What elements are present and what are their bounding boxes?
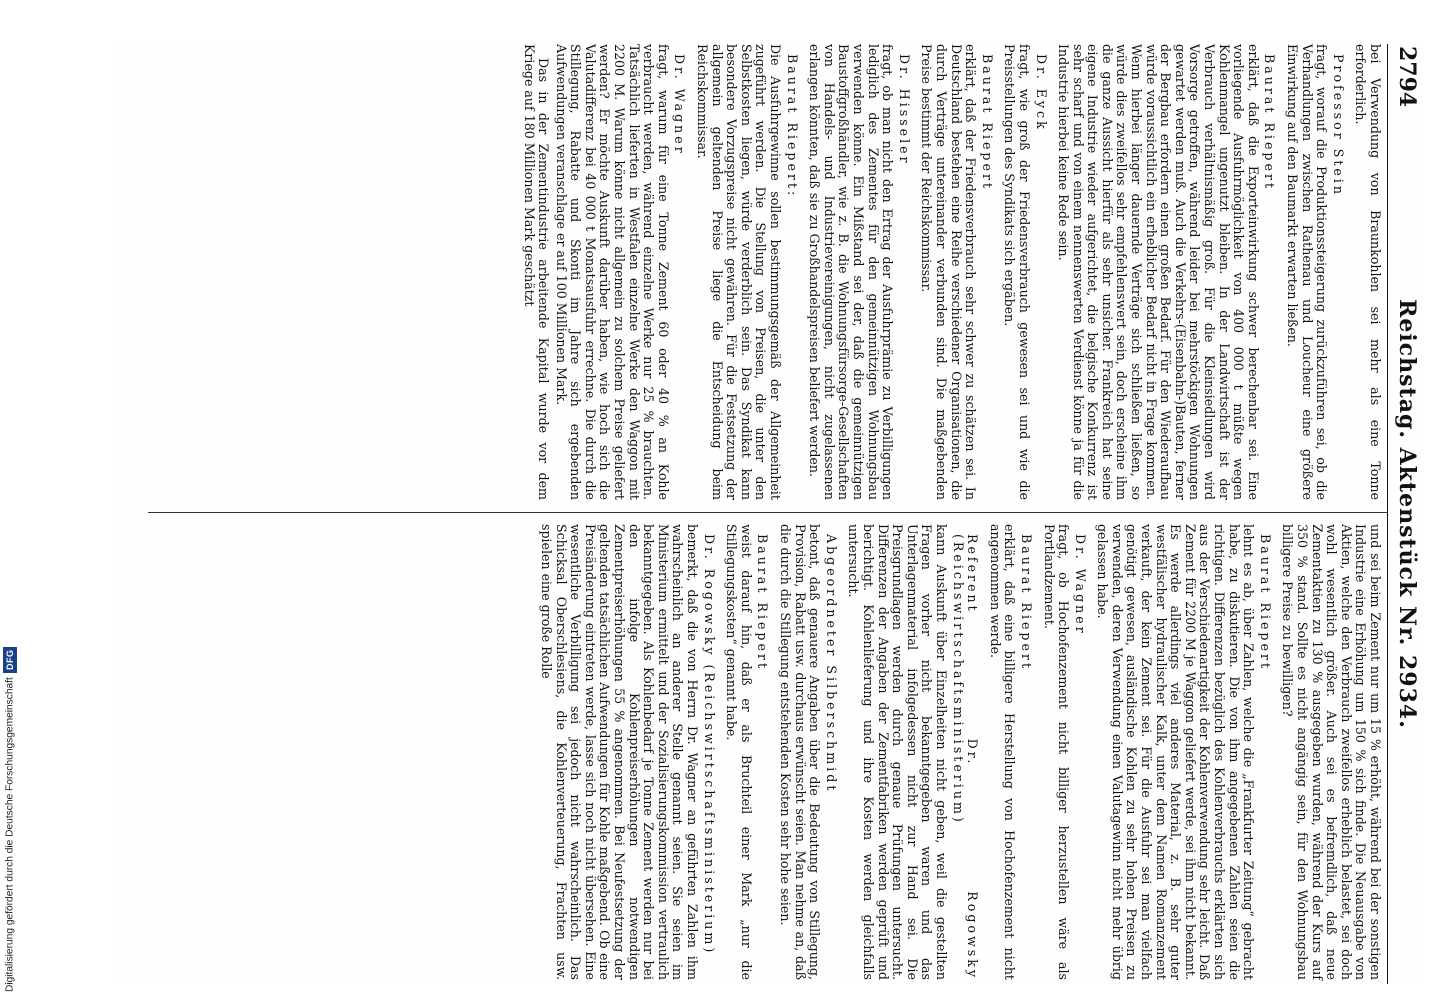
paragraph: erklärt, daß der Friedensverbrauch sehr schwer zu schätzen sei. In Deutschland bestehen eine Reihe verschiedener Organisationen, die durch Verträge untereinander verbunden sind. Die maßgebenden Preise bestimmt der Reichskommissar. [919,44,979,500]
paragraph: bemerkt, daß die von Herrn Dr. Wagner an geführten Zahlen ihm wahrscheinlich an anderer Stelle genannt seien. Sie seien im Ministerium ermittelt und der Sozialisierungskommission vertraulich bekanntgegeben. Als Kohlenbedarf je Tonne Zement werden nur bei den infolge Kohlenpreiserhöhungen notwendigen Zementpreiserhöhungen 55 % angenommen. Bei Neufestsetzung der geltenden tatsächlichen Aufwendungen für Kohle maßgebend. Ob eine Preisänderung eintreten werde, lasse sich noch nicht übersehen. Eine wesentliche Verbilligung sei jedoch nicht wahrscheinlich. Das Schicksal Oberschlesiens, die Kohlenverteuerung, Frachten usw. spielen eine große Rolle [539,524,701,980]
speaker-name: Baurat Riepert [1257,534,1273,672]
rotated-page [112,44,1422,984]
paragraph: lehnt es ab, über Zahlen, welche die „Frankfurter Zeitung“ gebracht habe, zu diskutieren. Die von ihm angegebenen Zahlen seien die richtigen. Differenzen bezüglich des Kohlenverbrauchs erklärten sich aus der Verschiedenartigkeit der Kohlenverwendung sehr leicht. Daß Zement für 2200 M je Waggon geliefert werde, sei ihm nicht bekannt. Es werde allerdings viel anderes Material, z. B. sehr guter westfälischer hydraulischer Kalk, unter dem Namen Romanzement verkauft, der kein Zement sei. Für die Ausfuhr sei man vielfach genötigt gewesen, ausländische Kohlen zu sehr hohen Preisen zu verwenden, deren Verwendung einen Valutagewinn nicht mehr übrig gelassen habe. [1095,524,1257,980]
paragraph: fragt, warum für eine Tonne Zement 60 oder 40 % an Kohle verbraucht werden, während einzelne Werke nur 25 % brauchten. Tatsächlich lieferten in Westfalen einzelne Werke den Waggon mit 2200 M. Warum könne nicht allgemein zu solchem Preise geliefert werden? Er möchte Auskunft darüber haben, wie hoch sich die Valutadifferenz bei 40 000 t Monatsausfuhr errechne. Die durch die Stillegung, Rabatte und Skonti im Jahre sich ergebenden Aufwendungen veranschlage er auf 100 Millionen Mark. [553,44,671,500]
speaker-name: Baurat Riepert [1018,534,1034,672]
left-column [518,44,1382,500]
page-number: 2794 [1394,46,1420,108]
paragraph: bei Verwendung von Braunkohlen sei mehr als eine Tonne erforderlich. [1353,44,1383,500]
paragraph: Die Ausfuhrgewinne sollen bestimmungsgemäß der Allgemeinheit zugeführt werden. Die Stellung von Preisen, die unter den Selbstkosten liegen, würde verderblich sein. Das Syndikat kann besondere Vorzugspreise nicht gewähren. Für die Festsetzung der allgemein geltenden Preise liege die Entscheidung beim Reichskommissar. [695,44,784,500]
speaker-name: Dr. Wagner [1072,534,1088,636]
speaker-name: Baurat Riepert [755,534,771,672]
speaker-name: Dr. Wagner [672,54,688,156]
speaker-name: Professor Stein [1330,54,1346,198]
page-header [1387,44,1422,984]
paragraph: kann Auskunft über Einzelheiten nicht geben, weil die gestellten Fragen vorher nicht bekanntgegeben waren und das Unterlagenmaterial infolgedessen nicht zur Hand sei. Die Preisgrundlagen werden durch genaue Prüfungen untersucht. Differenzen der Angaben der Zementfabriken werden geprüft und berichtigt. Kohlenlieferung und ihre Kosten werden gleichfalls untersucht. [846,524,949,980]
paragraph: fragt, ob man nicht den Ertrag der Ausfuhrprämie zu Verbilligungen lediglich des Zementes für den gemeinnützigen Wohnungsbau verwenden könne. Ein Mißstand sei der, daß die gemeinnützigen Baustoffgroßhändler, wie z. B. die Wohnungsfürsorge-Gesellschaften von Handels- und Industrievereinigungen, nicht zugelassenen erlangen könnten, daß sie zu Großhandelspreisen beliefert werden. [807,44,896,500]
paragraph: fragt, wie groß der Friedensverbrauch gewesen sei und wie die Preisstellungen des Syndikats sich ergäben. [1002,44,1032,500]
left-credit-strip [0,0,20,1000]
running-title: Reichstag. Aktenstück Nr. 2934. [1394,299,1420,729]
speaker-name: Dr. Eyck [1033,54,1049,132]
speaker-name: Abgeordneter Silberschmidt [823,534,839,794]
paragraph: fragt, worauf die Produktionssteigerung zurückzuführen sei, ob die Verhandlungen zwischen Rathenau und Loucheur eine größere Einwirkung auf den Baumarkt erwarten ließen. [1285,44,1330,500]
speaker-name: Baurat Riepert: [784,54,800,199]
paragraph: fragt, ob Hochofenzement nicht billiger herzustellen wäre als Portlandzement. [1041,524,1072,980]
speaker-name: Dr. Hisseler [896,54,912,166]
speaker-name: Baurat Riepert [1262,54,1278,192]
right-column [536,524,1382,980]
paragraph: und sei beim Zement nur um 15 % erhöht, während bei der sonstigen Industrie eine Erhöhung um 150 % sich finde. Die Neuausgabe von Aktien, welche den Verbrauch zweifellos erheblich belastet, sei doch wohl wesentlich größer. Auch sei es befremdlich, daß neue Zementaktien zu 130 % ausgegeben wurden, während der Kurs auf 350 % stand. Sollte es nicht angängig sein, für den Wohnungsbau billigere Preise zu bewilligen? [1280,524,1383,980]
scanned-page-area [112,44,1422,984]
speaker-name: Referent Dr. Rogowsky (Reichswirtschaftsministerium) [950,534,981,980]
speaker-name: Baurat Riepert [979,54,995,192]
column-divider [148,512,1388,513]
dfg-credit [2,0,18,1000]
paragraph: erklärt, daß die Exporteinwirkung schwer berechenbar sei. Eine vorliegende Ausfuhrmöglichkeit von 400 000 t müßte wegen Kohlenmangel ungenutzt bleiben. In der Landwirtschaft ist der Verbrauch verhältnismäßig groß. Für die Kleinsiedlungen wird Vorsorge getroffen, während leider bei mehrstöckigen Wohnungen gewartet werden muß. Auch die Verkehrs-(Eisenbahn-)Bauten, ferner der Bergbau erfordern einen großen Bedarf. Für den Wiederaufbau würde voraussichtlich ein erheblicher Bedarf nicht in Frage kommen. Wenn hierbei länger dauernde Verträge sich schließen ließen, so würde dies zweifellos sehr empfehlenswert sein, doch erscheine ihm die ganze Aussicht hierfür als sehr unsicher. Frankreich hat seine eigene Industrie wieder aufgerichtet, die belgische Konkurrenz ist sehr scharf und von einem nennenswerten Verdienst könne ja für die Industrie hierbei keine Rede sein. [1056,44,1261,500]
paragraph: betont, daß genauere Angaben über die Bedeutung von Stillegung, Provision, Rabatt usw. durchaus erwünscht seien. Man nehme an, daß die durch die Stillegung entstehenden Kosten sehr hohe seien. [778,524,823,980]
dfg-logo-icon: DFG [3,647,17,674]
paragraph: erklärt, daß eine billigere Herstellung von Hochofenzement nicht angenommen werde. [987,524,1018,980]
dfg-credit-text: Digitalisierung gefördert durch die Deutsche Forschungsgemeinschaft [4,677,16,992]
speaker-name: Dr. Rogowsky (Reichswirtschaftsministerium) [701,534,717,956]
paragraph: Das in der Zementindustrie arbeitende Kapital wurde vor dem Kriege auf 180 Millionen Mark geschätzt [521,44,552,500]
paragraph: weist darauf hin, daß er als Bruchteil einer Mark „nur die Stillegungskosten“ genannt habe. [724,524,754,980]
